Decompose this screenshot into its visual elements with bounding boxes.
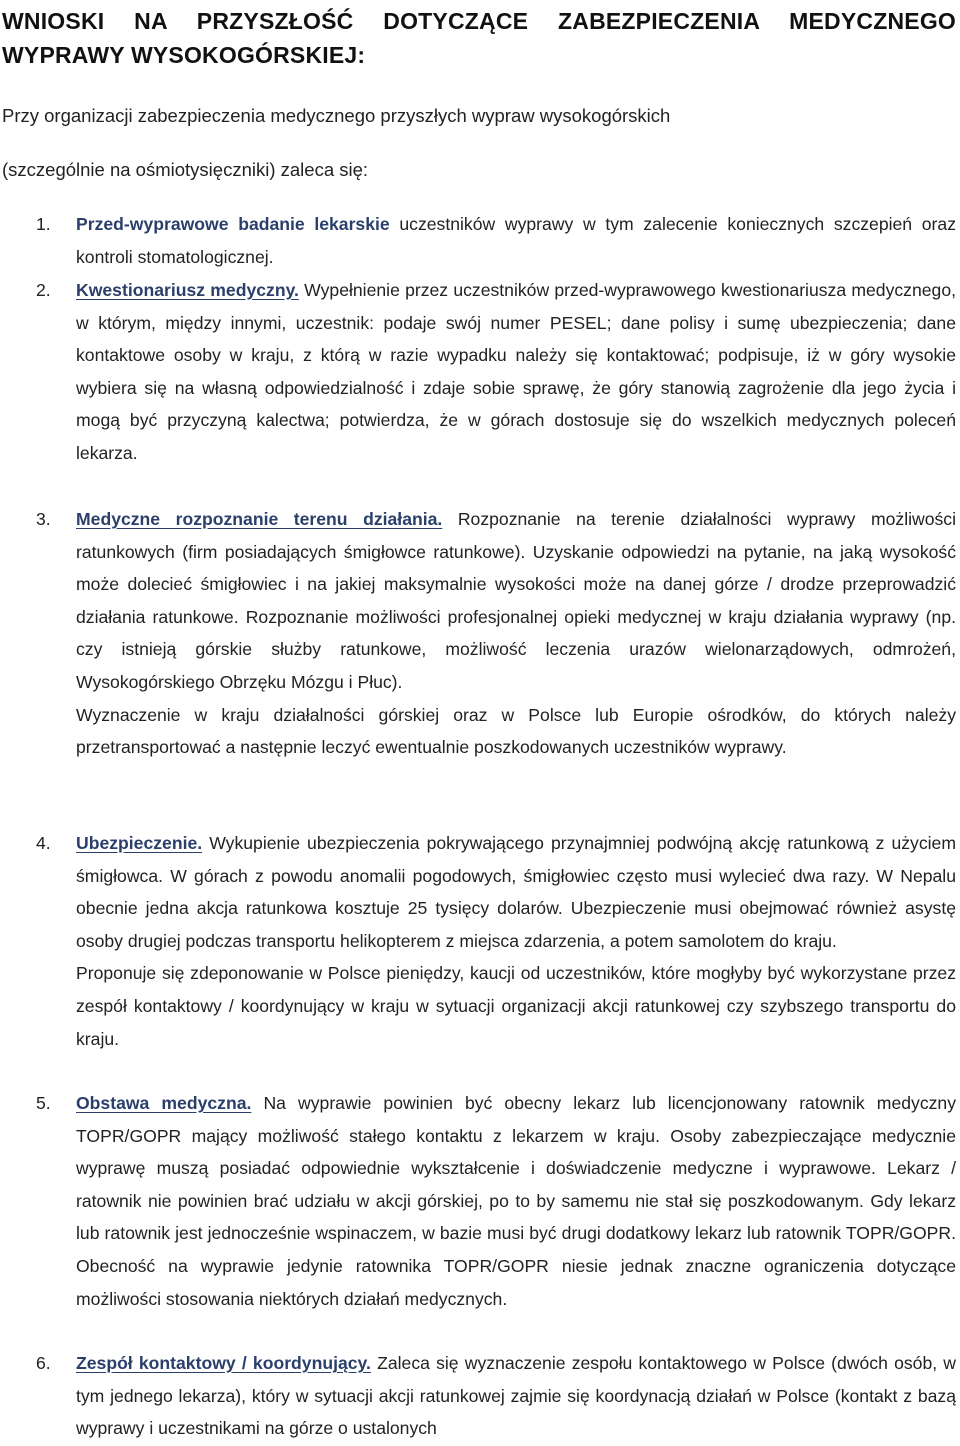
list-item-number: 5. xyxy=(36,1093,51,1113)
intro-line-2: (szczególnie na ośmiotysięczniki) zaleca się: xyxy=(2,159,369,180)
list-item-lead: Zespół kontaktowy / koordynujący. xyxy=(76,1353,371,1373)
list-item-medical-staff xyxy=(36,1087,956,1315)
list-item-contact-team xyxy=(36,1347,957,1445)
list-item-text: Zaleca się wyznaczenie zespołu kontaktowego w Polsce (dwóch osób, w tym jednego lekarza), który w sytuacji akcji ratunkowej zajmie się koordynacją działań w Polsce (kontakt z bazą wyprawy i uczestnikami na górze o ustalonych xyxy=(76,1353,957,1439)
list-item-paragraph xyxy=(76,1087,956,1315)
list-item-paragraph xyxy=(76,208,956,273)
list-item-text: Wypełnienie przez uczestników przed-wyprawowego kwestionariusza medycznego, w którym, między innymi, uczestnik: podaje swój numer PESEL; dane polisy i sumę ubezpieczenia; dane kontaktowe osoby w kraju, z którą w razie wypadku należy się kontaktować; podpisuje, iż w góry wysokie wybiera się na własną odpowiedzialność i zdaje sobie sprawę, że góry stanowią zagrożenie dla jego życia i mogą być przyczyną kalectwa; potwierdza, że w górach dostosuje się do wszelkich medycznych poleceń lekarza. xyxy=(76,280,956,463)
document-heading: WNIOSKI NA PRZYSZŁOŚĆ DOTYCZĄCE ZABEZPIECZENIA MEDYCZNEGO WYPRAWY WYSOKOGÓRSKIEJ: xyxy=(2,8,956,68)
list-item-lead: Kwestionariusz medyczny. xyxy=(76,280,299,300)
list-item-paragraph xyxy=(76,1347,956,1445)
list-item-lead: Obstawa medyczna. xyxy=(76,1093,252,1113)
list-item-insurance xyxy=(36,827,956,1055)
list-item-extra-paragraph: Proponuje się zdeponowanie w Polsce pieniędzy, kaucji od uczestników, które mogłyby być wykorzystane przez zespół kontaktowy / koordynujący w kraju w sytuacji organizacji akcji ratunkowej czy szybszego transportu do kraju. xyxy=(76,963,956,1049)
list-item-questionnaire xyxy=(36,274,956,470)
list-item-number: 6. xyxy=(36,1353,51,1373)
list-item-paragraph xyxy=(76,827,956,957)
list-item-text: uczestników wyprawy w tym zalecenie koniecznych szczepień oraz kontroli stomatologicznej. xyxy=(76,214,956,267)
list-item-paragraph xyxy=(76,274,956,470)
list-item-number: 1. xyxy=(36,214,51,234)
intro-line-1: Przy organizacji zabezpieczenia medycznego przyszłych wypraw wysokogórskich xyxy=(2,105,671,126)
list-item-lead: Medyczne rozpoznanie terenu działania. xyxy=(76,509,443,529)
list-item-number: 4. xyxy=(36,833,51,853)
list-item-lead: Przed-wyprawowe badanie lekarskie xyxy=(76,214,390,234)
list-item-terrain-recon xyxy=(36,503,956,764)
list-item-extra-paragraph: Wyznaczenie w kraju działalności górskiej oraz w Polsce lub Europie ośrodków, do których należy przetransportować a następnie leczyć ewentualnie poszkodowanych uczestników wyprawy. xyxy=(76,704,956,758)
list-item-lead: Ubezpieczenie. xyxy=(76,833,203,853)
list-item-medical-exam xyxy=(36,208,956,273)
list-item-text: Wykupienie ubezpieczenia pokrywającego przynajmniej podwójną akcję ratunkową z użyciem śmigłowca. W górach z powodu anomalii pogodowych, śmigłowiec często musi wylecieć dwa razy. W Nepalu obecnie jedna akcja ratunkowa kosztuje 25 tysięcy dolarów. Ubezpieczenie musi obejmować również asystę osoby drugiej podczas transportu helikopterem z miejsca zdarzenia, a potem samolotem do kraju. xyxy=(76,833,956,951)
list-item-paragraph xyxy=(76,503,956,699)
list-item-text: Rozpoznanie na terenie działalności wyprawy możliwości ratunkowych (firm posiadających śmigłowce ratunkowe). Uzyskanie odpowiedzi na pytanie, na jaką wysokość może dolecieć śmigłowiec i na jakiej maksymalnie wysokości może na danej górze / drodze przeprowadzić działania ratunkowe. Rozpoznanie możliwości profesjonalnej opieki medycznej w kraju działania wyprawy (np. czy istnieją górskie służby ratunkowe, możliwość leczenia urazów wielonarządowych, odmrożeń, Wysokogórskiego Obrzęku Mózgu i Płuc). xyxy=(76,509,956,692)
list-item-number: 2. xyxy=(36,280,51,300)
list-item-text: Na wyprawie powinien być obecny lekarz lub licencjonowany ratownik medyczny TOPR/GOPR mający możliwość stałego kontaktu z lekarzem w kraju. Osoby zabezpieczające medycznie wyprawę muszą posiadać odpowiednie wykształcenie i doświadczenie medyczne i wyprawowe. Lekarz / ratownik nie powinien brać udziału w akcji górskiej, po to by samemu nie stał się poszkodowanym. Gdy lekarz lub ratownik jest jednocześnie wspinaczem, w bazie musi być drugi dodatkowy lekarz lub ratownik TOPR/GOPR. Obecność na wyprawie jedynie ratownika TOPR/GOPR niesie jednak znaczne ograniczenia dotyczące możliwości stosowania niektórych działań medycznych. xyxy=(76,1093,956,1309)
list-item-number: 3. xyxy=(36,509,51,529)
